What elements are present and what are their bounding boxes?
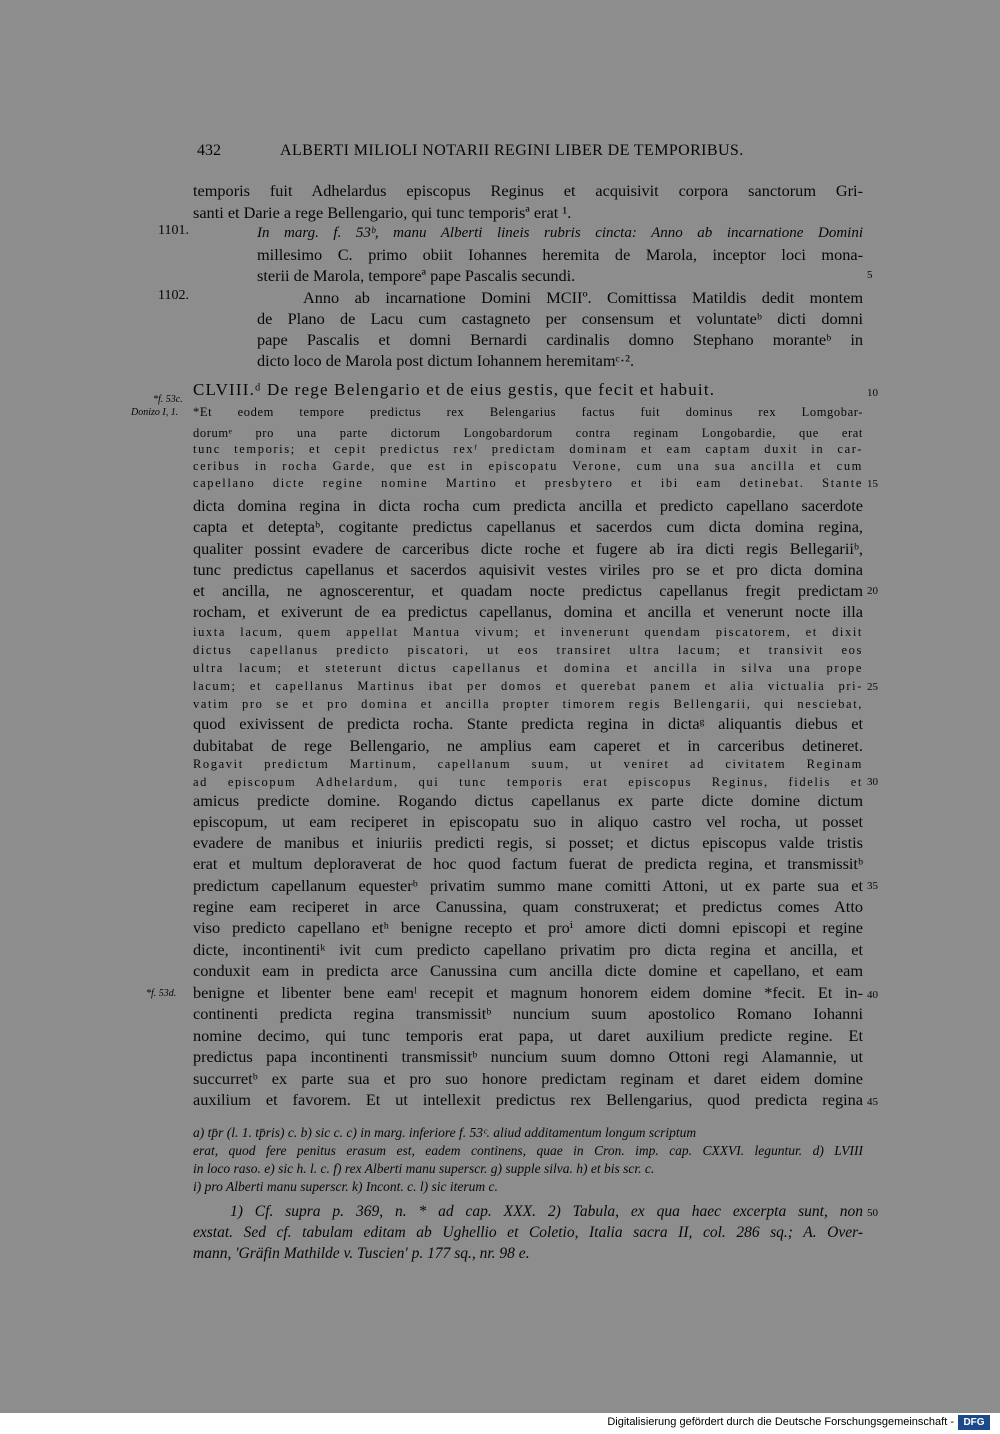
text-line: auxilium et favorem. Et ut intellexit predictus rex Bellengarius, quod predicta regina xyxy=(193,1090,863,1109)
text-line: *Et eodem tempore predictus rex Belengarius factus fuit dominus rex Lomgobar- xyxy=(193,405,863,419)
text-line: ad episcopum Adhelardum, qui tunc temporis erat episcopus Reginus, fidelis et xyxy=(193,775,863,789)
text-line: temporis fuit Adhelardus episcopus Reginus et acquisivit corpora sanctorum Gri- xyxy=(193,181,863,200)
running-title: ALBERTI MILIOLI NOTARII REGINI LIBER DE TEMPORIBUS. xyxy=(280,142,744,159)
text-line: quod exivissent de predicta rocha. Stante predicta regina in dictaᵍ aliquantis diebus et xyxy=(193,714,863,733)
text-line: succurretᵇ ex parte sua et pro suo honore predictam reginam et daret eidem domine xyxy=(193,1069,863,1088)
apparatus-line: i) pro Alberti manu superscr. k) Incont. c. l) sic iterum c. xyxy=(193,1179,498,1194)
text-line: dicta domina regina in dicta rocha cum predicta ancilla et predicto capellano sacerdote xyxy=(193,496,863,515)
text-line: ceribus in rocha Garde, que est in episcopatu Verone, cum una sua ancilla et cum xyxy=(193,459,863,473)
line-number: 45 xyxy=(867,1096,878,1108)
footnote-line: exstat. Sed cf. tabulam editam ab Ughellio et Coletio, Italia sacra II, col. 286 sq.; A. Over- xyxy=(193,1224,863,1241)
text-line: dicte, incontinentiᵏ ivit cum predicto capellano privatim pro dicta regina et ancilla, et xyxy=(193,940,863,959)
text-line: vatim pro se et pro domina et ancilla propter timorem regis Bellengarii, qui nesciebat, xyxy=(193,697,863,711)
line-number: 35 xyxy=(867,880,878,892)
margin-source-ref: Donizo I, 1. xyxy=(131,407,179,418)
funding-notice: Digitalisierung gefördert durch die Deutsche Forschungsgemeinschaft - xyxy=(607,1416,954,1428)
line-number: 50 xyxy=(867,1207,878,1219)
text-line: ultra lacum; et steterunt dictus capellanus et domina et ancilla in silva una prope xyxy=(193,661,863,675)
footnote-line: mann, 'Gräfin Mathilde v. Tuscien' p. 177 sq., nr. 98 e. xyxy=(193,1245,530,1262)
text-line: evadere de manibus et iniuriis predicti regis, si posset; et dictus episcopus valde tristis xyxy=(193,833,863,852)
apparatus-line: erat, quod fere penitus erasum est, eadem continens, quae in Cron. imp. cap. CXXVI. leguntur. d) LVIII xyxy=(193,1143,863,1158)
text-line: conduxit eam in predicta arce Canussina cum ancilla dicte domine et capellano, et eam xyxy=(193,961,863,980)
text-line: dorumᵉ pro una parte dictorum Longobardorum contra reginam Longobardie, que erat xyxy=(193,426,863,440)
text-line: capellano dicte regine nomine Martino et presbytero et ibi eam detinebat. Stante xyxy=(193,476,863,490)
line-number: 25 xyxy=(867,681,878,693)
margin-folio-ref: *f. 53c. xyxy=(153,394,183,405)
footnote-line: 1) Cf. supra p. 369, n. * ad cap. XXX. 2) Tabula, ex qua haec excerpta sunt, non xyxy=(230,1203,863,1220)
footer-bar xyxy=(0,1413,1000,1434)
text-line: millesimo C. primo obiit Iohannes heremita de Marola, inceptor loci mona- xyxy=(257,245,863,264)
text-line: continenti predicta regina transmissitᵇ nuncium suum apostolico Romano Iohanni xyxy=(193,1004,863,1023)
text-line: nomine decimo, qui tunc temporis erat papa, ut daret auxilium predicte regine. Et xyxy=(193,1026,863,1045)
text-line: In marg. f. 53ᵇ, manu Alberti lineis rubris cincta: Anno ab incarnatione Domini xyxy=(257,225,863,241)
text-line: sterii de Marola, temporeª pape Pascalis secundi. xyxy=(257,266,576,285)
text-line: tunc temporis; et cepit predictus rexᶠ predictam dominam et eam captam duxit in car- xyxy=(193,442,863,456)
text-line: rocham, et exiverunt de ea predictus capellanus, domina et ancilla et venerunt nocte illa xyxy=(193,602,863,621)
margin-year-1102: 1102. xyxy=(158,288,189,303)
text-line: amicus predicte domine. Rogando dictus capellanus ex parte dicte domine dictum xyxy=(193,791,863,810)
text-line: santi et Darie a rege Bellengario, qui tunc temporisª erat ¹. xyxy=(193,203,572,222)
margin-folio-ref: *f. 53d. xyxy=(146,988,177,999)
text-line: qualiter possint evadere de carceribus dicte roche et fugere ab ira dicti regis Bellegariiᵇ, xyxy=(193,539,863,558)
line-number: 40 xyxy=(867,989,878,1001)
dfg-logo-icon: DFG xyxy=(958,1415,990,1430)
text-line: dictus capellanus predicto piscatori, ut eos transiret ultra lacum; et transivit eos xyxy=(193,643,863,657)
line-number: 10 xyxy=(867,387,878,399)
text-line: Rogavit predictum Martinum, capellanum suum, ut veniret ad civitatem Reginam xyxy=(193,757,863,771)
margin-year-1101: 1101. xyxy=(158,223,189,238)
apparatus-line: in loco raso. e) sic h. l. c. f) rex Alberti manu superscr. g) supple silva. h) et bis scr. c. xyxy=(193,1161,655,1176)
text-line: de Plano de Lacu cum castagneto per consensum et voluntateᵇ dicti domni xyxy=(257,309,863,328)
text-line: tunc predictus capellanus et sacerdos aquisivit vestes viriles pro se et pro dicta domina xyxy=(193,560,863,579)
line-number: 15 xyxy=(867,478,878,490)
text-line: iuxta lacum, quem appellat Mantua vivum; et invenerunt quendam piscatorem, et dixit xyxy=(193,625,863,639)
page-number: 432 xyxy=(197,142,221,159)
text-line: et ancilla, ne agnoscerentur, et quadam nocte predictus capellanus fregit predictam xyxy=(193,581,863,600)
line-number: 5 xyxy=(867,269,873,281)
text-line: episcopum, ut eam reciperet in episcopatu suo in aliquo castro vel rocha, ut posset xyxy=(193,812,863,831)
text-line: dicto loco de Marola post dictum Iohannem heremitamᶜ·². xyxy=(257,351,635,370)
text-line: predictum capellanum equesterᵇ privatim summo mane comitti Attoni, ut ex parte sua et xyxy=(193,876,863,895)
text-line: dubitabat de rege Bellengario, ne amplius eam caperet et in carceribus detineret. xyxy=(193,736,863,755)
text-line: pape Pascalis et domni Bernardi cardinalis domno Stephano moranteᵇ in xyxy=(257,330,863,349)
text-line: benigne et libenter bene eamˡ recepit et magnum honorem eidem domine *fecit. Et in- xyxy=(193,983,863,1002)
text-line: capta et deteptaᵇ, cogitante predictus capellanus et sacerdos cum dicta domina regina, xyxy=(193,517,863,536)
text-line: predictus papa incontinenti transmissitᵇ nuncium suum domno Ottoni regi Alamannie, ut xyxy=(193,1047,863,1066)
line-number: 20 xyxy=(867,585,878,597)
text-line: viso predicto capellano etʰ benigne recepto et proⁱ amore dicti domni episcopi et regine xyxy=(193,918,863,937)
text-line: regine eam reciperet in arce Canussina, quam construxerat; et predictus comes Atto xyxy=(193,897,863,916)
apparatus-line: a) tp̄r (l. 1. tp̄ris) c. b) sic c. c) in marg. inferiore f. 53ᶜ. aliud additamentum longum scriptum xyxy=(193,1125,697,1140)
text-line: Anno ab incarnatione Domini MCIIº. Comittissa Matildis dedit montem xyxy=(303,288,863,307)
text-line: erat et multum deploraverat de hoc quod factum fuerat de predicta regina, et transmissitᵇ xyxy=(193,854,863,873)
line-number: 30 xyxy=(867,776,878,788)
text-line: lacum; et capellanus Martinus ibat per domos et querebat panem et alia victualia pri- xyxy=(193,679,863,693)
chapter-heading: CLVIII.ᵈ De rege Belengario et de eius gestis, que fecit et habuit. xyxy=(193,380,716,399)
